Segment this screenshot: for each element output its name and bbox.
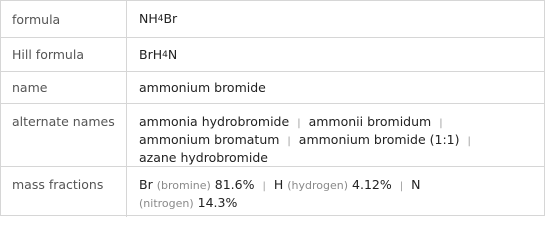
element-symbol: N: [411, 177, 421, 192]
formula-row: [1, 1, 544, 38]
name-row: [1, 72, 544, 104]
alternate-name: ammonii bromidum: [308, 114, 432, 129]
mass-fractions-value: [128, 167, 544, 217]
hill-formula-label: Hill formula: [1, 38, 127, 71]
formula-label: formula: [1, 1, 127, 37]
mass-fractions-label: mass fractions: [1, 167, 127, 217]
alternate-names-row: [1, 104, 544, 167]
separator: |: [287, 136, 291, 147]
hill-formula-part: N: [167, 46, 178, 62]
mass-fraction: 81.6%: [214, 177, 255, 192]
formula-part: NH: [139, 11, 158, 26]
mass-fraction: 14.3%: [197, 195, 238, 210]
separator: |: [439, 118, 443, 129]
name-value: ammonium bromide: [139, 79, 266, 95]
element-symbol: H: [273, 177, 284, 192]
mass-fractions-row: [1, 167, 544, 217]
mass-fraction: 4.12%: [352, 177, 392, 192]
formula-part: Br: [163, 11, 178, 26]
alternate-name: ammonium bromatum: [139, 132, 280, 147]
element-name: (hydrogen): [287, 179, 349, 192]
alternate-names-label: alternate names: [1, 104, 127, 166]
name-label: name: [1, 72, 127, 103]
alternate-name: ammonium bromide (1:1): [298, 132, 460, 147]
formula-value: NH 4 Br: [139, 11, 178, 26]
separator: |: [399, 181, 404, 192]
alternate-name: ammonia hydrobromide: [139, 114, 290, 129]
element-name: (nitrogen): [139, 197, 194, 210]
hill-formula-part: BrH: [139, 46, 163, 62]
alternate-name: azane hydrobromide: [139, 150, 268, 165]
element-name: (bromine): [156, 179, 211, 192]
hill-formula-row: [1, 38, 544, 72]
separator: |: [262, 181, 266, 192]
hill-formula-value: BrH 4 N: [139, 46, 178, 62]
alternate-names-value: [128, 104, 544, 166]
separator: |: [297, 118, 301, 129]
element-symbol: Br: [139, 177, 153, 192]
separator: |: [467, 136, 471, 147]
